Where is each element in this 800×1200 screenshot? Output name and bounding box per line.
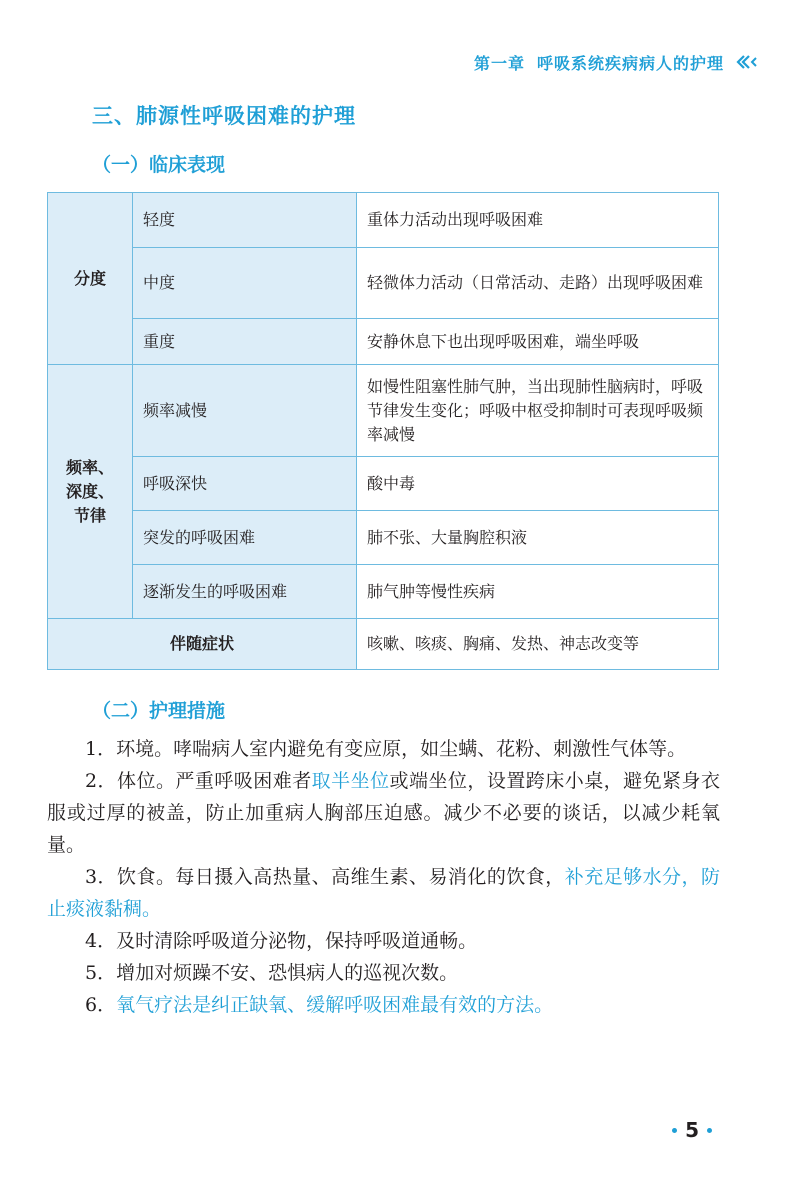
row-label: 轻度 <box>133 193 357 248</box>
table-row <box>48 565 719 619</box>
row-value: 咳嗽、咳痰、胸痛、发热、神志改变等 <box>357 619 719 670</box>
row-label: 中度 <box>133 248 357 319</box>
subsection-clinical-title: （一）临床表现 <box>92 154 226 176</box>
paragraph <box>47 989 720 1021</box>
table-row <box>48 365 719 457</box>
row-value: 如慢性阻塞性肺气肿，当出现肺性脑病时，呼吸节律发生变化；呼吸中枢受抑制时可表现呼吸频率减慢 <box>357 365 719 457</box>
row-value: 肺不张、大量胸腔积液 <box>357 511 719 565</box>
paragraph-text: 5．增加对烦躁不安、恐惧病人的巡视次数。 <box>85 962 459 984</box>
header-chapter: 第一章 <box>473 53 525 73</box>
double-chevron-left-icon <box>736 54 758 70</box>
group-label-line: 节律 <box>73 505 106 525</box>
group-label-degree: 分度 <box>48 193 133 365</box>
dot-icon <box>707 1128 712 1133</box>
subsection-nursing-title: （二）护理措施 <box>92 700 226 722</box>
paragraph <box>47 733 720 765</box>
row-value: 肺气肿等慢性疾病 <box>357 565 719 619</box>
row-label: 逐渐发生的呼吸困难 <box>133 565 357 619</box>
running-header <box>474 50 758 74</box>
table-row <box>48 457 719 511</box>
clinical-table <box>47 192 719 670</box>
page-number <box>672 1118 712 1142</box>
paragraph-text: 3．饮食。每日摄入高热量、高维生素、易消化的饮食， <box>85 866 565 888</box>
header-title: 呼吸系统疾病病人的护理 <box>536 53 724 73</box>
highlight-text: 取半坐位 <box>311 770 390 792</box>
row-value: 轻微体力活动（日常活动、走路）出现呼吸困难 <box>357 248 719 319</box>
paragraph <box>47 861 720 925</box>
table-row <box>48 193 719 248</box>
row-label: 呼吸深快 <box>133 457 357 511</box>
row-label: 突发的呼吸困难 <box>133 511 357 565</box>
nursing-measures <box>47 733 720 1021</box>
paragraph-text: 6． <box>85 994 117 1016</box>
table-row <box>48 319 719 365</box>
row-value: 重体力活动出现呼吸困难 <box>357 193 719 248</box>
highlight-text: 氧气疗法是纠正缺氧、缓解呼吸困难最有效的方法。 <box>116 994 554 1016</box>
paragraph-text: 2．体位。严重呼吸困难者 <box>85 770 312 792</box>
row-label: 频率减慢 <box>133 365 357 457</box>
row-value: 安静休息下也出现呼吸困难，端坐呼吸 <box>357 319 719 365</box>
paragraph-text: 4．及时清除呼吸道分泌物，保持呼吸道通畅。 <box>85 930 478 952</box>
paragraph <box>47 957 720 989</box>
group-label-rhythm <box>48 365 133 619</box>
table-row <box>48 511 719 565</box>
section-title: 三、肺源性呼吸困难的护理 <box>92 104 356 128</box>
table-row <box>48 248 719 319</box>
paragraph-text: 或端坐位，设置跨床小桌，避免紧身衣服或过厚的被盖，防止加重病人胸部压迫感。减少不必要的谈话，以减少耗氧量。 <box>47 770 720 856</box>
paragraph-text: 1．环境。哮喘病人室内避免有变应原，如尘螨、花粉、刺激性气体等。 <box>85 738 687 760</box>
row-value: 酸中毒 <box>357 457 719 511</box>
group-label-line: 频率、 <box>65 457 114 477</box>
row-label: 重度 <box>133 319 357 365</box>
accompany-label: 伴随症状 <box>48 619 357 670</box>
table-row <box>48 619 719 670</box>
group-label-line: 深度、 <box>65 481 114 501</box>
page-number-value: 5 <box>685 1118 699 1142</box>
paragraph <box>47 765 720 861</box>
highlight-text: 补充足够水分，防止痰液黏稠。 <box>47 866 720 920</box>
dot-icon <box>672 1128 677 1133</box>
paragraph <box>47 925 720 957</box>
